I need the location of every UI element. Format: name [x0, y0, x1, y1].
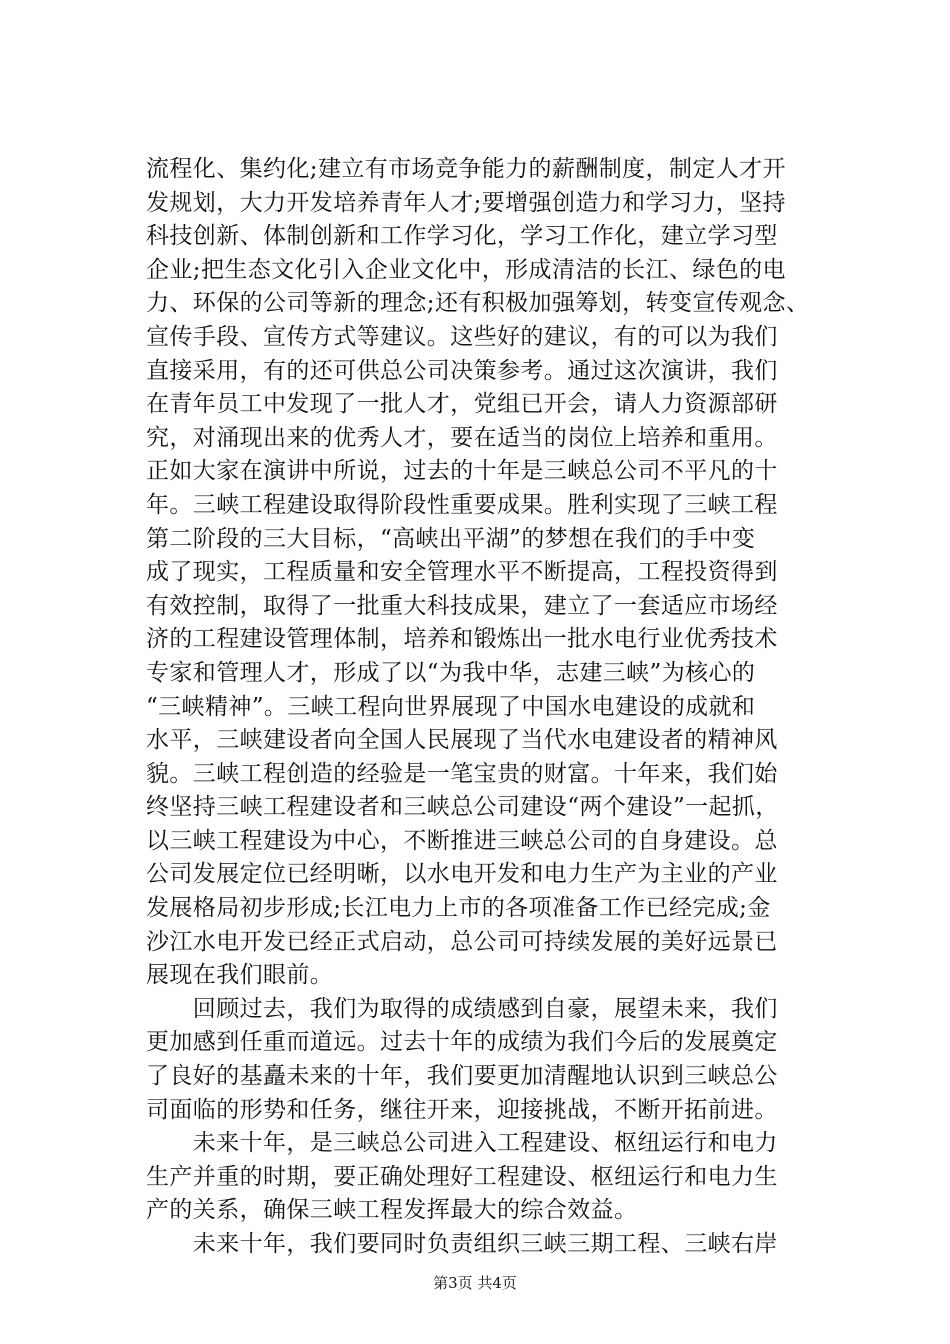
text-line: 沙江水电开发已经正式启动，总公司可持续发展的美好远景已	[146, 928, 778, 955]
text-line: 公司发展定位已经明晰，以水电开发和电力生产为主业的产业	[146, 861, 778, 888]
text-line: 直接采用，有的还可供总公司决策参考。通过这次演讲，我们	[146, 357, 778, 384]
text-line: 产的关系，确保三峡工程发挥最大的综合效益。	[146, 1197, 638, 1224]
document-body	[146, 153, 851, 1262]
text-line: 科技创新、体制创新和工作学习化，学习工作化，建立学习型	[146, 223, 778, 250]
text-line: 究，对涌现出来的优秀人才，要在适当的岗位上培养和重用。	[146, 424, 778, 451]
text-line: 更加感到任重而道远。过去十年的成绩为我们今后的发展奠定	[146, 1029, 778, 1056]
text-line: 专家和管理人才，形成了以“为我中华，志建三峡”为核心的	[146, 659, 756, 686]
text-line: 发规划，大力开发培养青年人才;要增强创造力和学习力，坚持	[146, 189, 786, 216]
text-line: 济的工程建设管理体制，培养和锻炼出一批水电行业优秀技术	[146, 626, 778, 653]
text-line: “三峡精神”。三峡工程向世界展现了中国水电建设的成就和	[146, 693, 756, 720]
text-line: 在青年员工中发现了一批人才，党组已开会，请人力资源部研	[146, 391, 778, 418]
text-line: 貌。三峡工程创造的经验是一笔宝贵的财富。十年来，我们始	[146, 760, 778, 787]
text-line: 未来十年，是三峡总公司进入工程建设、枢纽运行和电力	[146, 1130, 778, 1157]
page-footer	[0, 1273, 950, 1293]
text-line: 终坚持三峡工程建设者和三峡总公司建设“两个建设”一起抓，	[146, 794, 779, 821]
text-line: 正如大家在演讲中所说，过去的十年是三峡总公司不平凡的十	[146, 458, 778, 485]
text-line: 司面临的形势和任务，继往开来，迎接挑战，不断开拓前进。	[146, 1096, 778, 1123]
text-line: 生产并重的时期，要正确处理好工程建设、枢纽运行和电力生	[146, 1163, 778, 1190]
text-line: 流程化、集约化;建立有市场竞争能力的薪酬制度，制定人才开	[146, 156, 786, 182]
text-line: 以三峡工程建设为中心，不断推进三峡总公司的自身建设。总	[146, 827, 778, 854]
text-line: 年。三峡工程建设取得阶段性重要成果。胜利实现了三峡工程	[146, 491, 778, 518]
text-line: 水平，三峡建设者向全国人民展现了当代水电建设者的精神风	[146, 727, 778, 754]
text-line: 展现在我们眼前。	[146, 962, 334, 989]
text-line: 有效控制，取得了一批重大科技成果，建立了一套适应市场经	[146, 592, 778, 619]
text-line: 力、环保的公司等新的理念;还有积极加强筹划，转变宣传观念、	[146, 290, 810, 317]
text-line: 宣传手段、宣传方式等建议。这些好的建议，有的可以为我们	[146, 323, 778, 350]
text-line: 发展格局初步形成;长江电力上市的各项准备工作已经完成;金	[146, 895, 771, 922]
text-line: 成了现实，工程质量和安全管理水平不断提高，工程投资得到	[146, 559, 778, 586]
text-line: 企业;把生态文化引入企业文化中，形成清洁的长江、绿色的电	[146, 256, 786, 283]
text-line: 了良好的基矗未来的十年，我们要更加清醒地认识到三峡总公	[146, 1063, 778, 1090]
text-line: 未来十年，我们要同时负责组织三峡三期工程、三峡右岸	[146, 1231, 778, 1257]
text-line: 回顾过去，我们为取得的成绩感到自豪，展望未来，我们	[146, 995, 778, 1022]
text-line: 第二阶段的三大目标，“高峡出平湖”的梦想在我们的手中变	[146, 525, 756, 552]
page-number: 第3页 共4页	[433, 1274, 517, 1292]
